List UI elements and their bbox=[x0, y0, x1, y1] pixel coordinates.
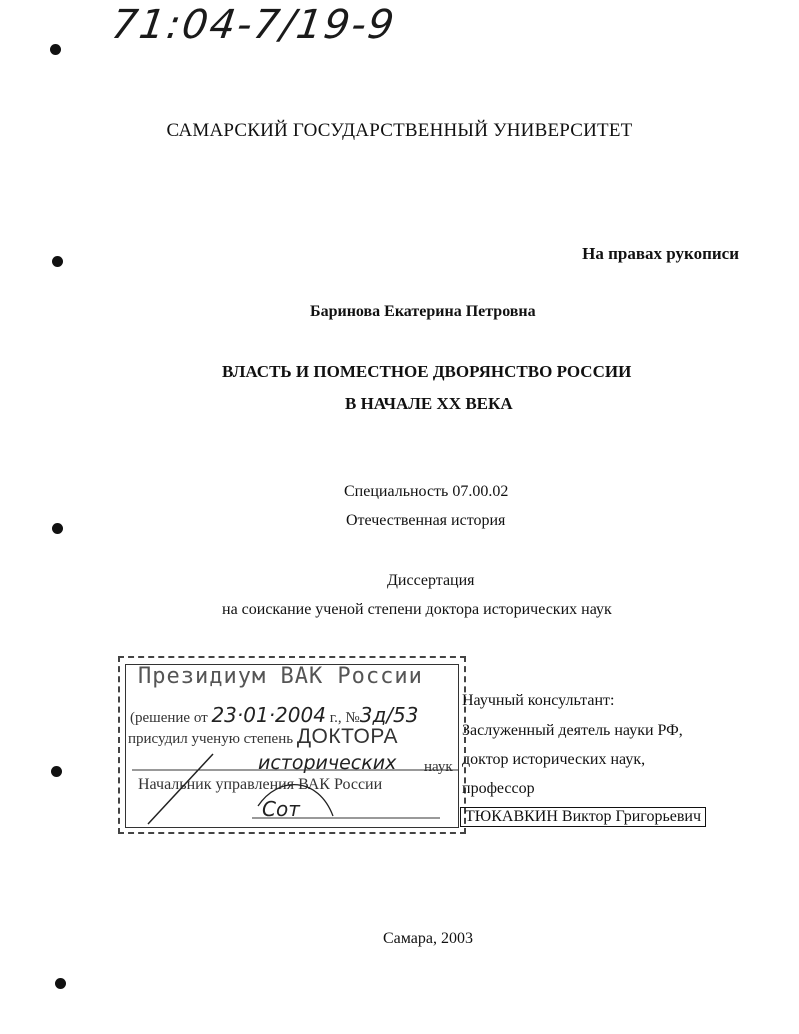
author-name: Баринова Екатерина Петровна bbox=[310, 303, 536, 320]
title-line-2: В НАЧАЛЕ XX ВЕКА bbox=[345, 394, 513, 413]
consultant-title-2: доктор исторических наук, bbox=[462, 751, 646, 768]
handwritten-catalog-number: 71:04-7/19-9 bbox=[108, 2, 399, 48]
binding-hole-icon bbox=[55, 978, 66, 989]
title-line-1: ВЛАСТЬ И ПОМЕСТНОЕ ДВОРЯНСТВО РОССИИ bbox=[222, 362, 632, 381]
city-year: Самара, 2003 bbox=[383, 930, 473, 947]
stamp-degree: ДОКТОРА bbox=[296, 725, 398, 748]
stamp-science-handwritten: исторических bbox=[258, 752, 397, 774]
signature-stroke-icon bbox=[148, 754, 213, 824]
stamp-chief-title: Начальник управления ВАК России bbox=[138, 776, 383, 793]
dissertation-degree-line: на соискание ученой степени доктора исторических наук bbox=[222, 601, 612, 618]
stamp-lines bbox=[118, 656, 468, 836]
manuscript-rights-note: На правах рукописи bbox=[582, 244, 739, 263]
specialty-code: Специальность 07.00.02 bbox=[344, 483, 509, 500]
stamp-decision-number: 3д/53 bbox=[359, 703, 419, 727]
consultant-title-3: профессор bbox=[462, 780, 535, 797]
stamp-decision-prefix: (решение от bbox=[130, 710, 208, 726]
dissertation-label: Диссертация bbox=[387, 572, 475, 589]
consultant-label: Научный консультант: bbox=[462, 692, 615, 709]
binding-hole-icon bbox=[50, 44, 61, 55]
university-name: САМАРСКИЙ ГОСУДАРСТВЕННЫЙ УНИВЕРСИТЕТ bbox=[166, 120, 633, 141]
stamp-awarded-prefix: присудил ученую степень bbox=[128, 731, 294, 747]
binding-hole-icon bbox=[52, 256, 63, 267]
stamp-decision-date: 23·01·2004 bbox=[211, 703, 326, 727]
stamp-science-suffix: наук bbox=[424, 759, 453, 775]
signature-flourish-icon bbox=[258, 785, 333, 816]
consultant-name: ТЮКАВКИН Виктор Григорьевич bbox=[460, 807, 706, 827]
specialty-name: Отечественная история bbox=[346, 512, 506, 529]
stamp-header: Президиум ВАК России bbox=[138, 664, 423, 689]
stamp-decision-mid: г., № bbox=[329, 710, 360, 726]
binding-hole-icon bbox=[51, 766, 62, 777]
binding-hole-icon bbox=[52, 523, 63, 534]
consultant-title-1: Заслуженный деятель науки РФ, bbox=[462, 722, 683, 739]
stamp-signature: Сот bbox=[262, 797, 300, 821]
